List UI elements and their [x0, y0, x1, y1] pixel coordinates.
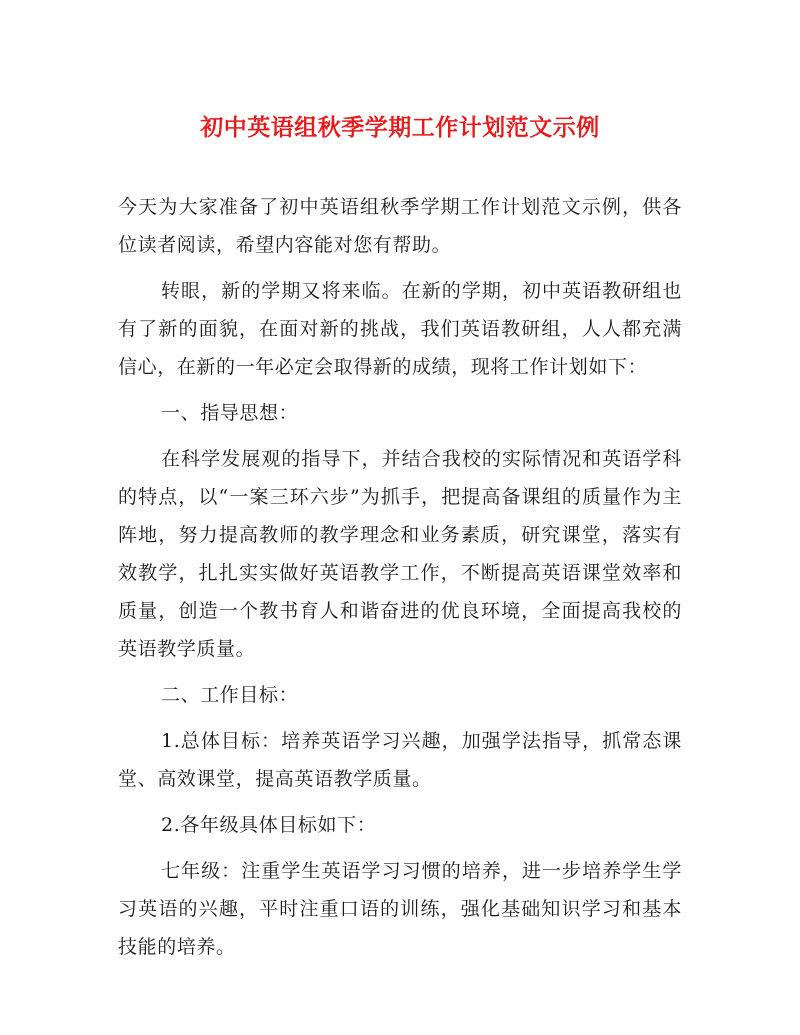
section-heading-guiding-ideology: 一、指导思想：	[161, 402, 299, 424]
body-paragraph: 七年级：注重学生英语学习习惯的培养，进一步培养学生学习英语的兴趣，平时注重口语的训练，强化基础知识学习和基本技能的培养。	[118, 860, 682, 958]
body-paragraph: 转眼，新的学期又将来临。在新的学期，初中英语教研组也有了新的面貌，在面对新的挑战，我们英语教研组，人人都充满信心，在新的一年必定会取得新的成绩，现将工作计划如下：	[118, 280, 682, 378]
body-paragraph: 1.总体目标：培养英语学习兴趣，加强学法指导，抓常态课堂、高效课堂，提高英语教学质量。	[118, 730, 682, 790]
intro-paragraph: 今天为大家准备了初中英语组秋季学期工作计划范文示例，供各位读者阅读，希望内容能对您有帮助。	[118, 196, 682, 256]
body-paragraph: 在科学发展观的指导下，并结合我校的实际情况和英语学科的特点，以“一案三环六步”为抓手，把提高备课组的质量作为主阵地，努力提高教师的教学理念和业务素质，研究课堂，落实有效教学，扎扎实实做好英语教学工作，不断提高英语课堂效率和质量，创造一个教书育人和谐奋进的优良环境，全面提高我校的英语教学质量。	[118, 448, 682, 660]
subheading-grade-goals: 2.各年级具体目标如下：	[161, 814, 377, 836]
document-title: 初中英语组秋季学期工作计划范文示例	[200, 114, 600, 141]
section-heading-work-goals: 二、工作目标：	[161, 684, 299, 706]
